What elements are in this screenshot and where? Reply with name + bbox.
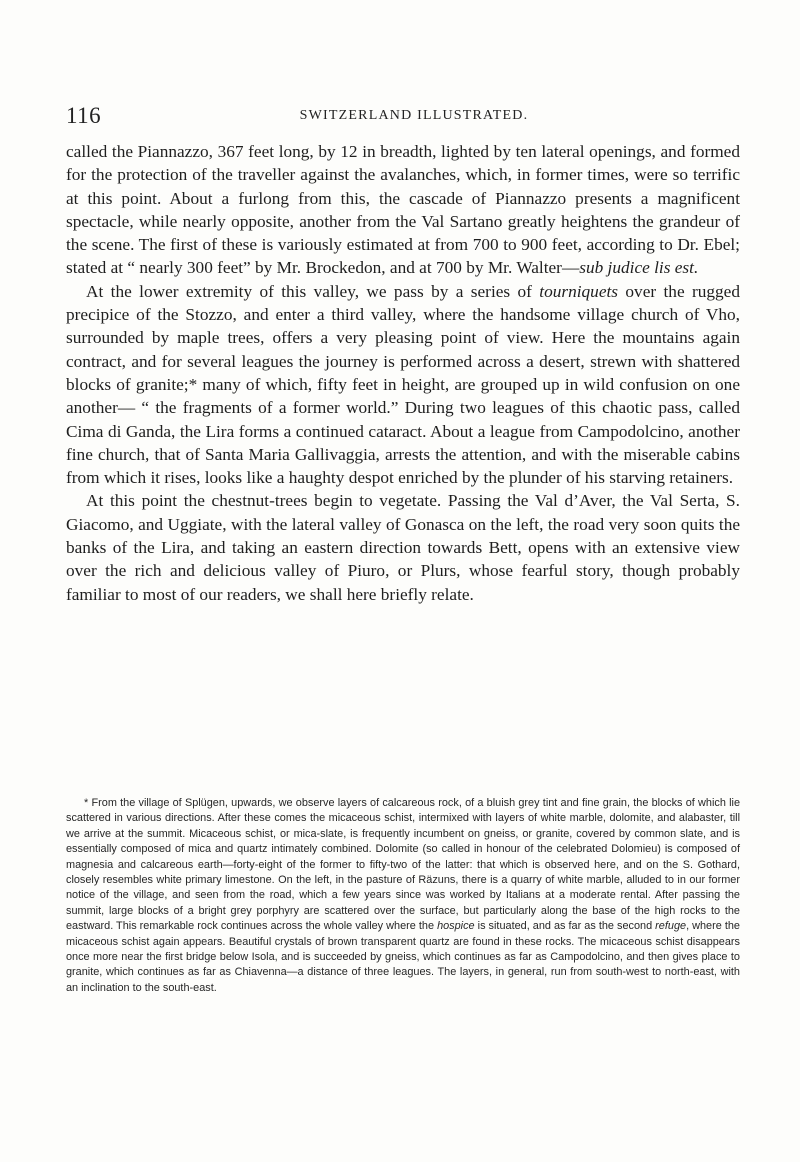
text-run: At the lower extremity of this valley, we pass by a series of <box>86 281 540 301</box>
text-run: over the rugged precipice of the Stozzo, and enter a third valley, where the handsome village church of Vho, surrounded by maple trees, offers a very pleasing point of view. Here the mountains again contract, and for several leagues the journey is performed across a desert, strewn with shattered blocks of granite;* many of which, fifty feet in height, are grouped up in wild confusion on one another— “ the fragments of a former world.” During two leagues of this chaotic pass, called Cima di Ganda, the Lira forms a continued cataract. About a league from Campodolcino, another fine church, that of Santa Maria Gallivaggia, arrests the attention, and with the miserable cabins from which it rises, looks like a haughty despot enriched by the plunder of his starving retainers. <box>66 281 740 488</box>
italic-phrase: sub judice lis est. <box>579 258 699 278</box>
italic-term: refuge <box>655 920 687 933</box>
italic-term: tourniquets <box>539 281 619 301</box>
text-run: From the village of Splügen, upwards, we observe layers of calcareous rock, of a bluish grey tint and fine grain, the blocks of which lie scattered in various directions. After these comes the micaceous schist, intermixed with layers of white marble, dolomite, and alabaster, till we arrive at the summit. Micaceous schist, or mica-slate, is frequently incumbent on gneiss, or granite, covered by common slate, and is essentially composed of mica and quartz intimately combined. Dolomite (so called in honour of the celebrated Dolomieu) is composed of magnesia and calcareous earth—forty-eight of the former to fifty-two of the latter: that which is observed here, and on the S. Gothard, closely resembles white primary limestone. On the left, in the pasture of Räzuns, there is a quarry of white marble, alluded to in our former notice of the village, and seen from the road, which a few years since was worked by Italians at a moderate rental. After passing the summit, large blocks of a bright grey porphyry are scattered over the surface, but particularly along the base of the high rocks to the eastward. This remarkable rock continues across the whole valley where the <box>66 797 741 933</box>
main-text <box>66 140 740 606</box>
paragraph-3 <box>66 489 740 605</box>
page-number: 116 <box>66 103 102 128</box>
footnote <box>66 796 740 996</box>
footnote-paragraph <box>66 796 740 996</box>
footnote-marker: * <box>84 797 89 809</box>
italic-term: hospice <box>437 920 475 933</box>
text-run: called the Piannazzo, 367 feet long, by 12 in breadth, lighted by ten lateral openings, and formed for the protection of the traveller against the avalanches, which, in former times, were so terrific at this point. About a furlong from this, the cascade of Piannazzo presents a magnificent spectacle, while nearly opposite, another from the Val Sartano greatly heightens the grandeur of the scene. The first of these is variously estimated at from 700 to 900 feet, according to Dr. Ebel; stated at “ nearly 300 feet” by Mr. Brockedon, and at 700 by Mr. Walter— <box>66 142 740 278</box>
text-run: is situated, and as far as the second <box>474 920 656 933</box>
text-run: , where the micaceous schist again appears. Beautiful crystals of brown transparent quartz are found in these rocks. The micaceous schist disappears once more near the first bridge below Isola, and is succeeded by gneiss, which continues as far as Campodolcino, and then gives place to granite, which continues as far as Chiavenna—a distance of three leagues. The layers, in general, run from south-west to north-east, with an inclination to the south-east. <box>66 920 740 994</box>
text-run: At this point the chestnut-trees begin to vegetate. Passing the Val d’Aver, the Val Serta, S. Giacomo, and Uggiate, with the lateral valley of Gonasca on the left, the road very soon quits the banks of the Lira, and taking an eastern direction towards Bett, opens with an extensive view over the rich and delicious valley of Piuro, or Plurs, whose fearful story, though probably familiar to most of our readers, we shall here briefly relate. <box>66 491 740 604</box>
running-title: SWITZERLAND ILLUSTRATED. <box>299 108 529 123</box>
page-header <box>66 103 746 133</box>
paragraph-1 <box>66 140 740 280</box>
paragraph-2 <box>66 280 740 490</box>
